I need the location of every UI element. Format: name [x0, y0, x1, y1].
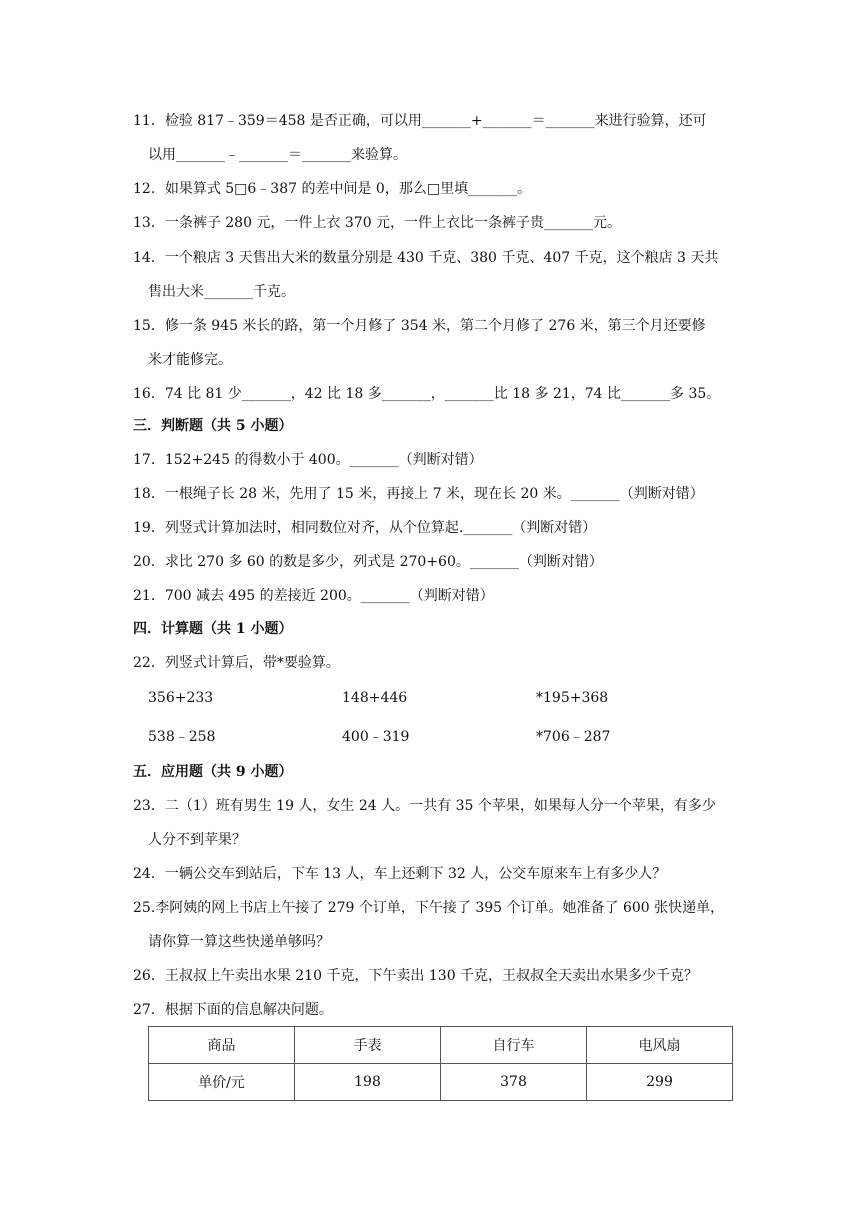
calc-item: *706﹣287	[536, 729, 611, 745]
line-14b: 售出大米_______千克。	[148, 284, 295, 300]
line-11a: 11．检验 817﹣359＝458 是否正确，可以用_______+_______＝_______来进行验算，还可	[133, 113, 707, 129]
table-cell: 单价/元	[149, 1064, 295, 1101]
calc-item: *195+368	[536, 690, 609, 706]
line-20: 20．求比 270 多 60 的数是多少，列式是 270+60。_______（判断对错）	[133, 554, 603, 570]
table-cell: 378	[441, 1064, 587, 1101]
line-21: 21．700 减去 495 的差接近 200。_______（判断对错）	[133, 588, 494, 604]
table-cell: 198	[295, 1064, 441, 1101]
table-cell: 299	[587, 1064, 733, 1101]
line-24: 24．一辆公交车到站后，下车 13 人，车上还剩下 32 人，公交车原来车上有多少人？	[133, 866, 667, 882]
line-15a: 15．修一条 945 米长的路，第一个月修了 354 米，第二个月修了 276 米，第三个月还要修	[133, 318, 706, 334]
calc-item: 538﹣258	[148, 729, 216, 745]
price-table	[148, 1026, 733, 1101]
table-header-row	[149, 1027, 733, 1064]
section-3-title: 三．判断题（共 5 小题）	[133, 418, 293, 434]
line-25a: 25.李阿姨的网上书店上午接了 279 个订单，下午接了 395 个订单。她准备了 600 张快递单，	[133, 900, 725, 916]
calc-item: 400﹣319	[342, 729, 410, 745]
table-cell: 电风扇	[587, 1027, 733, 1064]
section-4-title: 四．计算题（共 1 小题）	[133, 621, 293, 637]
line-13: 13．一条裤子 280 元，一件上衣 370 元，一件上衣比一条裤子贵_______元。	[133, 215, 622, 231]
calc-item: 356+233	[148, 690, 214, 706]
line-19: 19．列竖式计算加法时，相同数位对齐，从个位算起._______（判断对错）	[133, 520, 597, 536]
line-26: 26．王叔叔上午卖出水果 210 千克，下午卖出 130 千克，王叔叔全天卖出水果多少千克？	[133, 968, 699, 984]
line-11b: 以用_______﹣_______＝_______来验算。	[148, 147, 407, 163]
table-row	[149, 1064, 733, 1101]
line-22: 22．列竖式计算后，带*要验算。	[133, 655, 340, 671]
calc-item: 148+446	[342, 690, 408, 706]
line-12: 12．如果算式 5□6﹣387 的差中间是 0，那么□里填_______。	[133, 181, 532, 197]
line-23a: 23．二（1）班有男生 19 人，女生 24 人。一共有 35 个苹果，如果每人分一个苹果，有多少	[133, 798, 716, 814]
line-27: 27．根据下面的信息解决问题。	[133, 1002, 333, 1018]
line-16: 16．74 比 81 少_______，42 比 18 多_______，_______比 18 多 21，74 比_______多 35。	[133, 386, 721, 402]
line-25b: 请你算一算这些快递单够吗？	[148, 934, 330, 950]
line-18: 18．一根绳子长 28 米，先用了 15 米，再接上 7 米，现在长 20 米。_______（判断对错）	[133, 486, 704, 502]
section-5-title: 五．应用题（共 9 小题）	[133, 764, 293, 780]
table-cell: 自行车	[441, 1027, 587, 1064]
line-15b: 米才能修完。	[148, 352, 232, 368]
line-23b: 人分不到苹果？	[148, 832, 246, 848]
line-14a: 14．一个粮店 3 天售出大米的数量分别是 430 千克、380 千克、407 千克，这个粮店 3 天共	[133, 250, 719, 266]
line-17: 17．152+245 的得数小于 400。_______（判断对错）	[133, 452, 483, 468]
table-cell: 商品	[149, 1027, 295, 1064]
table-cell: 手表	[295, 1027, 441, 1064]
